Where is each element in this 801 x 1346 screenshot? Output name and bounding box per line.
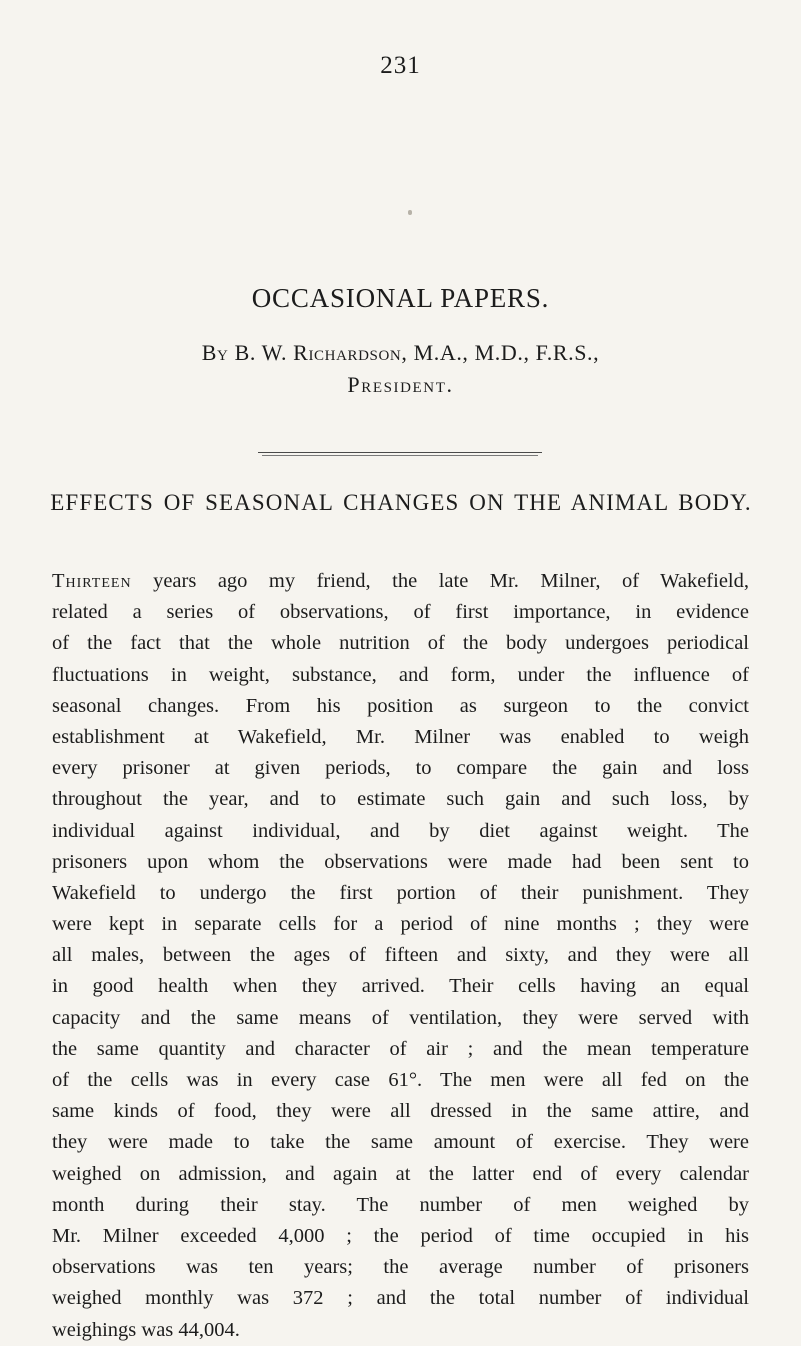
paragraph-line: individual against individual, and by diet against weight. The [52, 819, 749, 842]
paragraph-line: every prisoner at given periods, to compare the gain and loss [52, 757, 749, 780]
paragraph-line: Mr. Milner exceeded 4,000 ; the period of time occupied in his [52, 1224, 749, 1247]
paragraph-line: Wakefield to undergo the first portion of their punishment. They [52, 881, 749, 904]
paragraph-line: related a series of observations, of first importance, in evidence [52, 601, 749, 624]
paragraph-line: weighed monthly was 372 ; and the total number of individual [52, 1287, 749, 1310]
paragraph-line: prisoners upon whom the observations were made had been sent to [52, 850, 749, 873]
lead-word: Thirteen [52, 570, 132, 592]
article-title: EFFECTS OF SEASONAL CHANGES ON THE ANIMAL BODY. [50, 490, 752, 515]
page-number: 231 [380, 52, 421, 79]
paragraph-line: observations was ten years; the average number of prisoners [52, 1256, 749, 1279]
author-credentials: M.A., M.D., F.R.S., [413, 340, 600, 365]
paragraph-line: weighed on admission, and again at the latter end of every calendar [52, 1162, 749, 1185]
first-line-text: years ago my friend, the late Mr. Milner, of Wakefield, [153, 570, 749, 592]
paragraph-line: month during their stay. The number of men weighed by [52, 1193, 749, 1216]
paragraph-line: of the fact that the whole nutrition of the body undergoes periodical [52, 632, 749, 655]
author-role: President. [347, 372, 454, 397]
paragraph-line: of the cells was in every case 61°. The men were all fed on the [52, 1069, 749, 1091]
paragraph-line: capacity and the same means of ventilation, they were served with [52, 1006, 749, 1029]
paragraph-line: the same quantity and character of air ; and the mean temperature [52, 1037, 749, 1060]
section-divider-inner [262, 455, 538, 456]
paragraph-line: establishment at Wakefield, Mr. Milner was enabled to weigh [52, 725, 749, 748]
article-body [52, 566, 749, 1346]
series-title: OCCASIONAL PAPERS. [251, 283, 550, 313]
paragraph-line: were kept in separate cells for a period of nine months ; they were [52, 913, 749, 936]
ink-speck [408, 210, 412, 215]
paragraph-line: seasonal changes. From his position as surgeon to the convict [52, 694, 749, 717]
paragraph-line: they were made to take the same amount of exercise. They were [52, 1131, 749, 1154]
paragraph-line [52, 566, 749, 597]
paragraph-line: throughout the year, and to estimate such gain and such loss, by [52, 788, 749, 811]
paragraph-last-line: weighings was 44,004. [52, 1318, 240, 1341]
paragraph-line: all males, between the ages of fifteen and sixty, and they were all [52, 944, 749, 967]
paragraph-line: fluctuations in weight, substance, and form, under the influence of [52, 663, 749, 686]
paragraph-line: in good health when they arrived. Their cells having an equal [52, 975, 749, 998]
paragraph-line: same kinds of food, they were all dressed in the same attire, and [52, 1100, 749, 1123]
section-divider [258, 452, 542, 453]
author-line [0, 340, 801, 366]
author-prefix: By [201, 340, 229, 365]
author-name: B. W. Richardson, [234, 340, 408, 365]
